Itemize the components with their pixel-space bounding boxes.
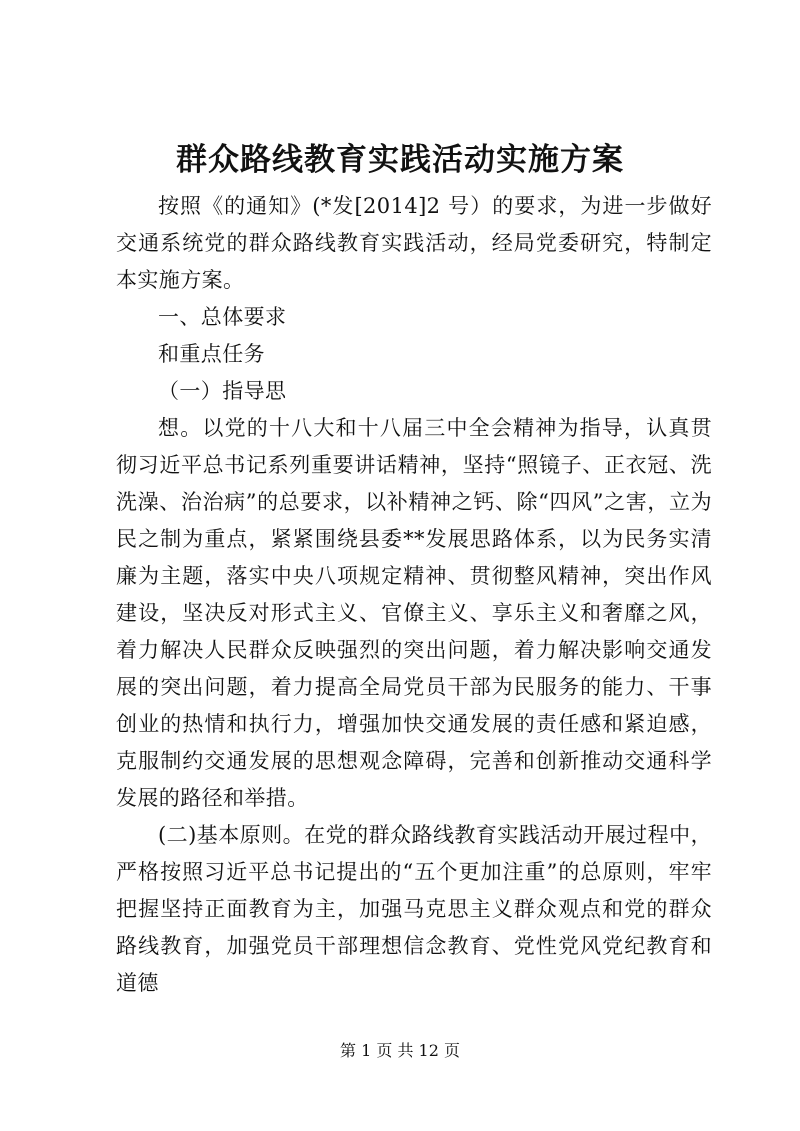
document-body [116, 188, 712, 1002]
paragraph-intro: 按照《的通知》(*发[2014]2 号）的要求，为进一步做好交通系统党的群众路线教育实践活动，经局党委研究，特制定本实施方案。 [116, 194, 712, 292]
document-title: 群众路线教育实践活动实施方案 [176, 142, 624, 178]
page-footer: 第 1 页 共 12 页 [340, 1041, 460, 1060]
paragraph-guiding-thought: 想。以党的十八大和十八届三中全会精神为指导，认真贯彻习近平总书记系列重要讲话精神，坚持“照镜子、正衣冠、洗洗澡、治治病”的总要求，以补精神之钙、除“四风”之害，立为民之制为重点，紧紧围绕县委**发展思路体系，以为民务实清廉为主题，落实中央八项规定精神、贯彻整风精神，突出作风建设，坚决反对形式主义、官僚主义、享乐主义和奢靡之风，着力解决人民群众反映强烈的突出问题，着力解决影响交通发展的突出问题，着力提高全局党员干部为民服务的能力、干事创业的热情和执行力，增强加快交通发展的责任感和紧迫感，克服制约交通发展的思想观念障碍，完善和创新推动交通科学发展的路径和举措。 [116, 416, 712, 810]
heading-general-requirements: 一、总体要求 [158, 305, 287, 329]
heading-guiding-thought: （一）指导思 [158, 379, 287, 403]
paragraph-basic-principles: (二)基本原则。在党的群众路线教育实践活动开展过程中，严格按照习近平总书记提出的“五个更加注重”的总原则，牢牢把握坚持正面教育为主，加强马克思主义群众观点和党的群众路线教育，加强党员干部理想信念教育、党性党风党纪教育和道德 [116, 823, 712, 995]
heading-key-tasks: 和重点任务 [158, 342, 265, 366]
